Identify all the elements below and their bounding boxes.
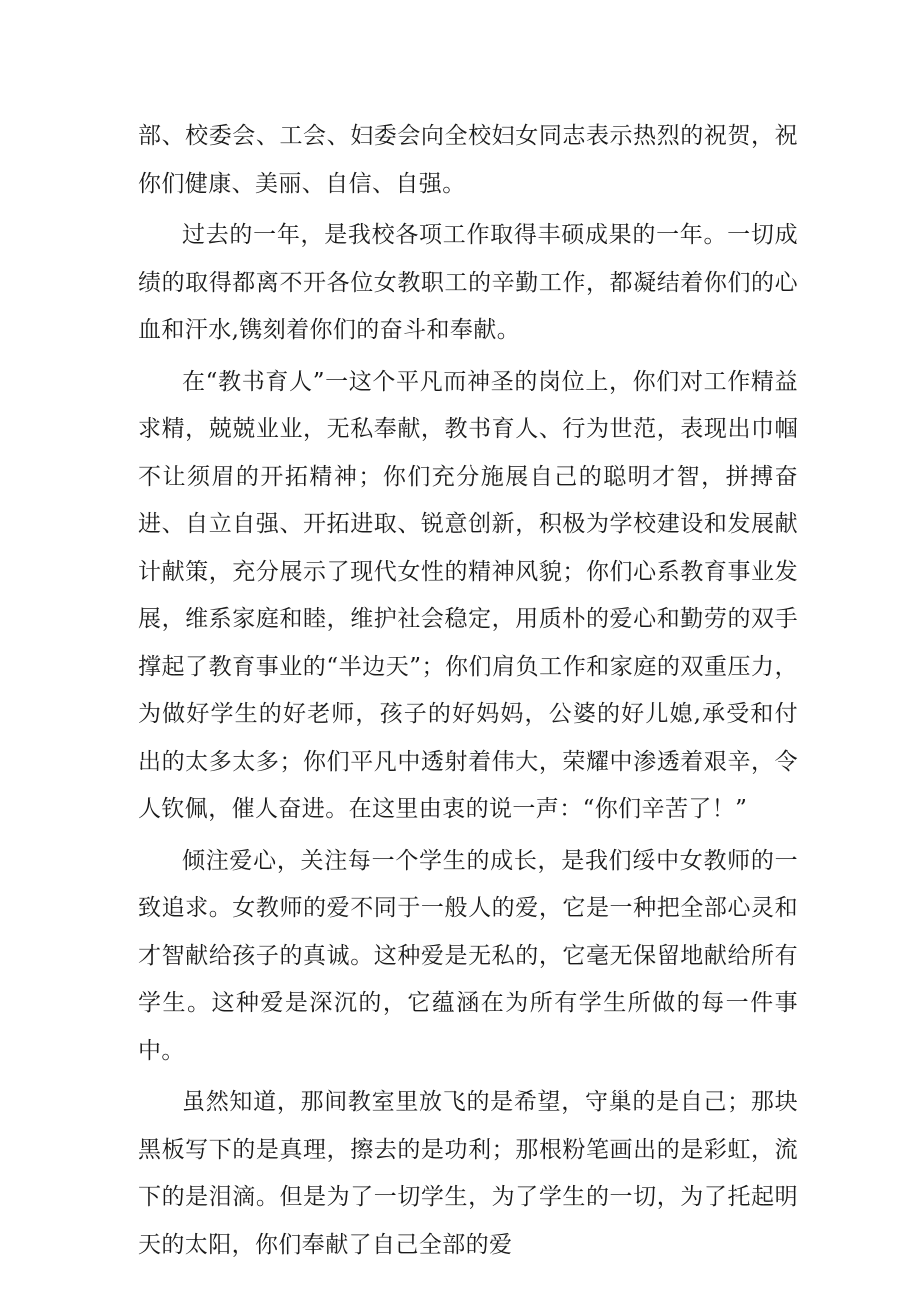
document-body	[138, 113, 798, 1269]
paragraph-1: 部、校委会、工会、妇委会向全校妇女同志表示热烈的祝贺，祝你们健康、美丽、自信、自强。	[138, 123, 798, 197]
paragraph-4: 倾注爱心，关注每一个学生的成长，是我们绥中女教师的一致追求。女教师的爱不同于一般人的爱，它是一种把全部心灵和才智献给孩子的真诚。这种爱是无私的，它毫无保留地献给所有学生。这种爱是深沉的，它蕴涵在为所有学生所做的每一件事中。	[138, 847, 798, 1064]
paragraph-2: 过去的一年，是我校各项工作取得丰硕成果的一年。一切成绩的取得都离不开各位女教职工的辛勤工作，都凝结着你们的心血和汗水,镌刻着你们的奋斗和奉献。	[138, 222, 798, 343]
paragraph-3: 在“教书育人”一这个平凡而神圣的岗位上，你们对工作精益求精，兢兢业业，无私奉献，教书育人、行为世范，表现出巾帼不让须眉的开拓精神；你们充分施展自己的聪明才智，拼搏奋进、自立自强、开拓进取、锐意创新，积极为学校建设和发展献计献策，充分展示了现代女性的精神风貌；你们心系教育事业发展，维系家庭和睦，维护社会稳定，用质朴的爱心和勤劳的双手撑起了教育事业的“半边天”；你们肩负工作和家庭的双重压力，为做好学生的好老师，孩子的好妈妈，公婆的好儿媳,承受和付出的太多太多；你们平凡中透射着伟大，荣耀中渗透着艰辛，令人钦佩，催人奋进。在这里由衷的说一声：“你们辛苦了！”	[138, 368, 798, 822]
paragraph-5: 虽然知道，那间教室里放飞的是希望，守巢的是自己；那块黑板写下的是真理，擦去的是功利；那根粉笔画出的是彩虹，流下的是泪滴。但是为了一切学生，为了学生的一切，为了托起明天的太阳，你们奉献了自己全部的爱	[138, 1089, 798, 1258]
